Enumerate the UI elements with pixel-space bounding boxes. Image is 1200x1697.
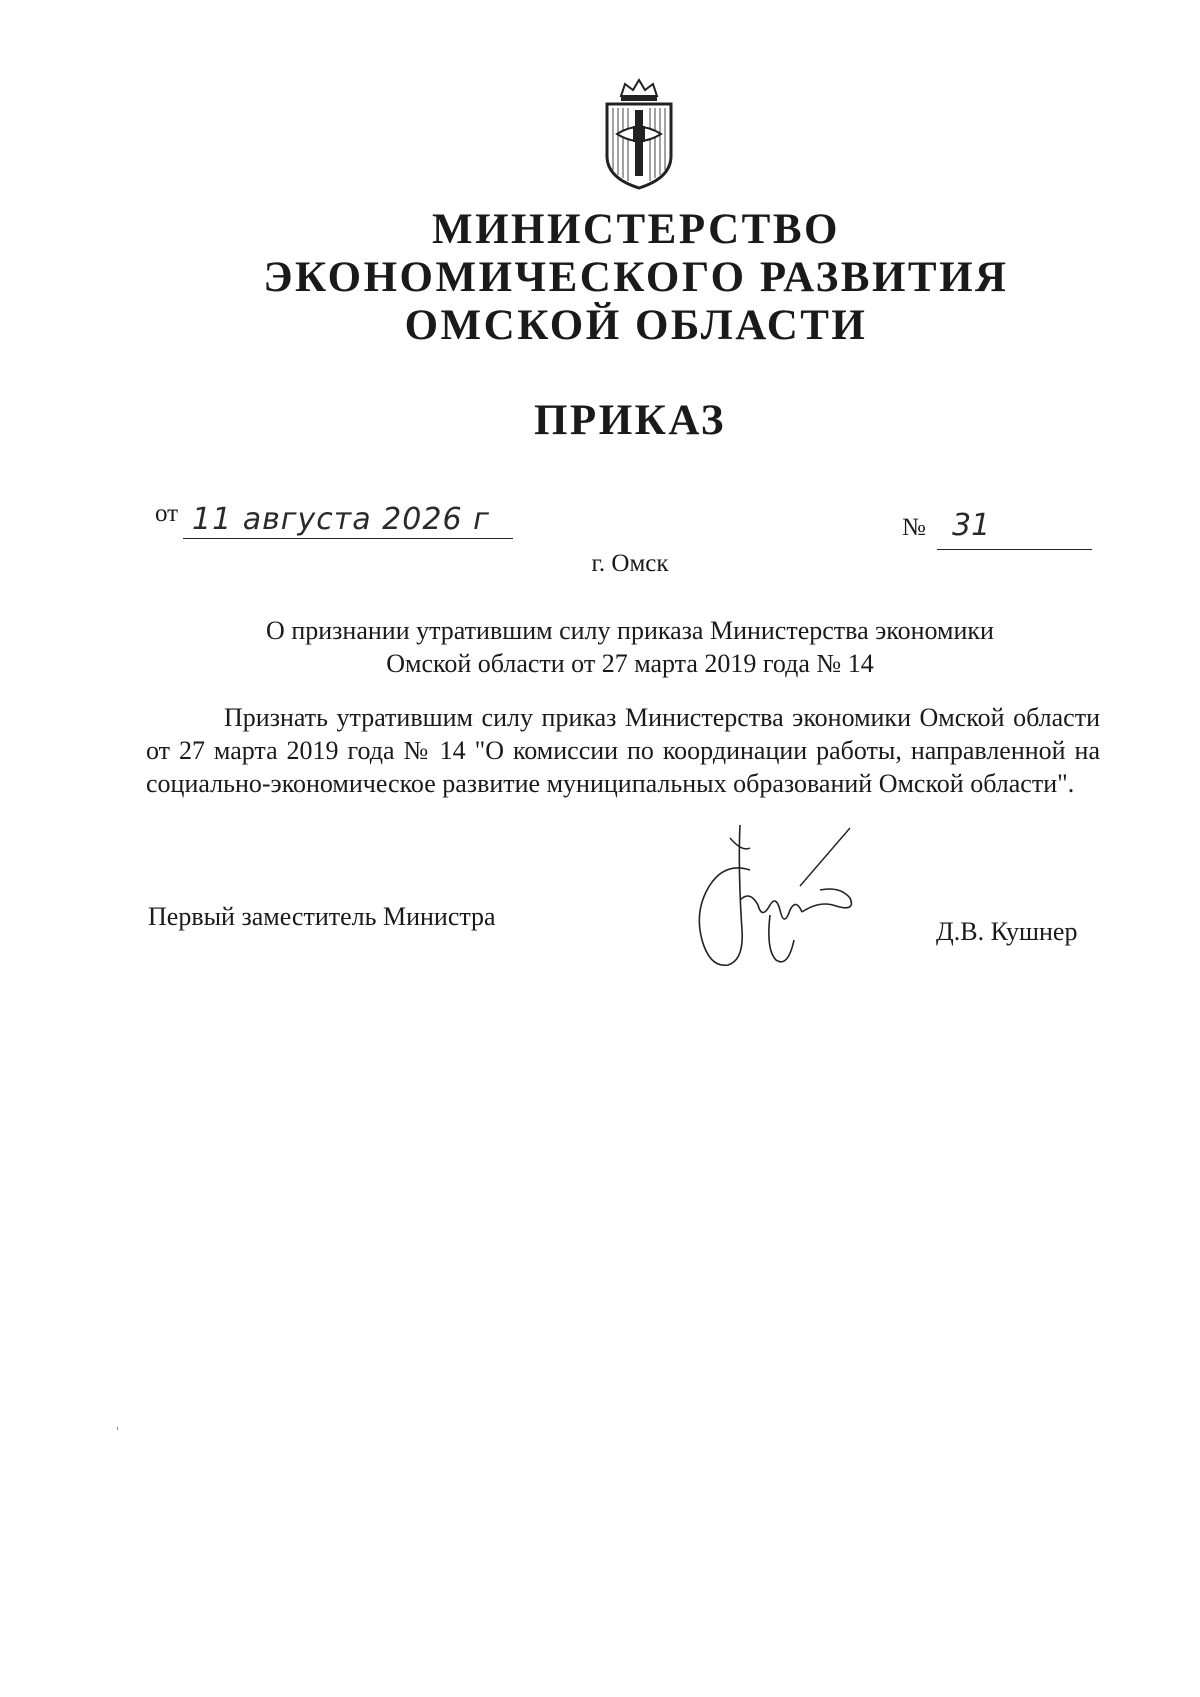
subject-line-2: Омской области от 27 марта 2019 года № 14 xyxy=(386,649,874,678)
date-value: 11 августа 2026 г xyxy=(192,502,490,537)
ministry-title xyxy=(0,206,1200,350)
ministry-title-line-1: МИНИСТЕРСТВО xyxy=(432,206,840,253)
date-underline xyxy=(183,538,513,539)
scan-mark xyxy=(117,1427,118,1430)
document-subject xyxy=(0,614,1200,680)
signatory-position: Первый заместитель Министра xyxy=(148,902,496,931)
date-prefix: от xyxy=(155,500,179,527)
body-paragraph: Признать утратившим силу приказ Министерства экономики Омской области от 27 марта 2019 года № 14 "О комиссии по координации работы, направленной на социально-экономическое развитие муниципальных образований Омской области". xyxy=(146,703,1100,798)
handwritten-signature-icon xyxy=(680,810,900,980)
ministry-title-line-3: ОМСКОЙ ОБЛАСТИ xyxy=(404,302,868,349)
ministry-title-line-2: ЭКОНОМИЧЕСКОГО РАЗВИТИЯ xyxy=(263,254,1009,301)
city: г. Омск xyxy=(591,550,669,577)
subject-line-1: О признании утратившим силу приказа Министерства экономики xyxy=(266,616,994,645)
signatory-name: Д.В. Кушнер xyxy=(936,917,1078,946)
number-value: 31 xyxy=(952,508,991,543)
coat-of-arms-icon xyxy=(597,78,681,190)
document-type: ПРИКАЗ xyxy=(533,397,727,444)
number-label: № xyxy=(902,514,926,541)
